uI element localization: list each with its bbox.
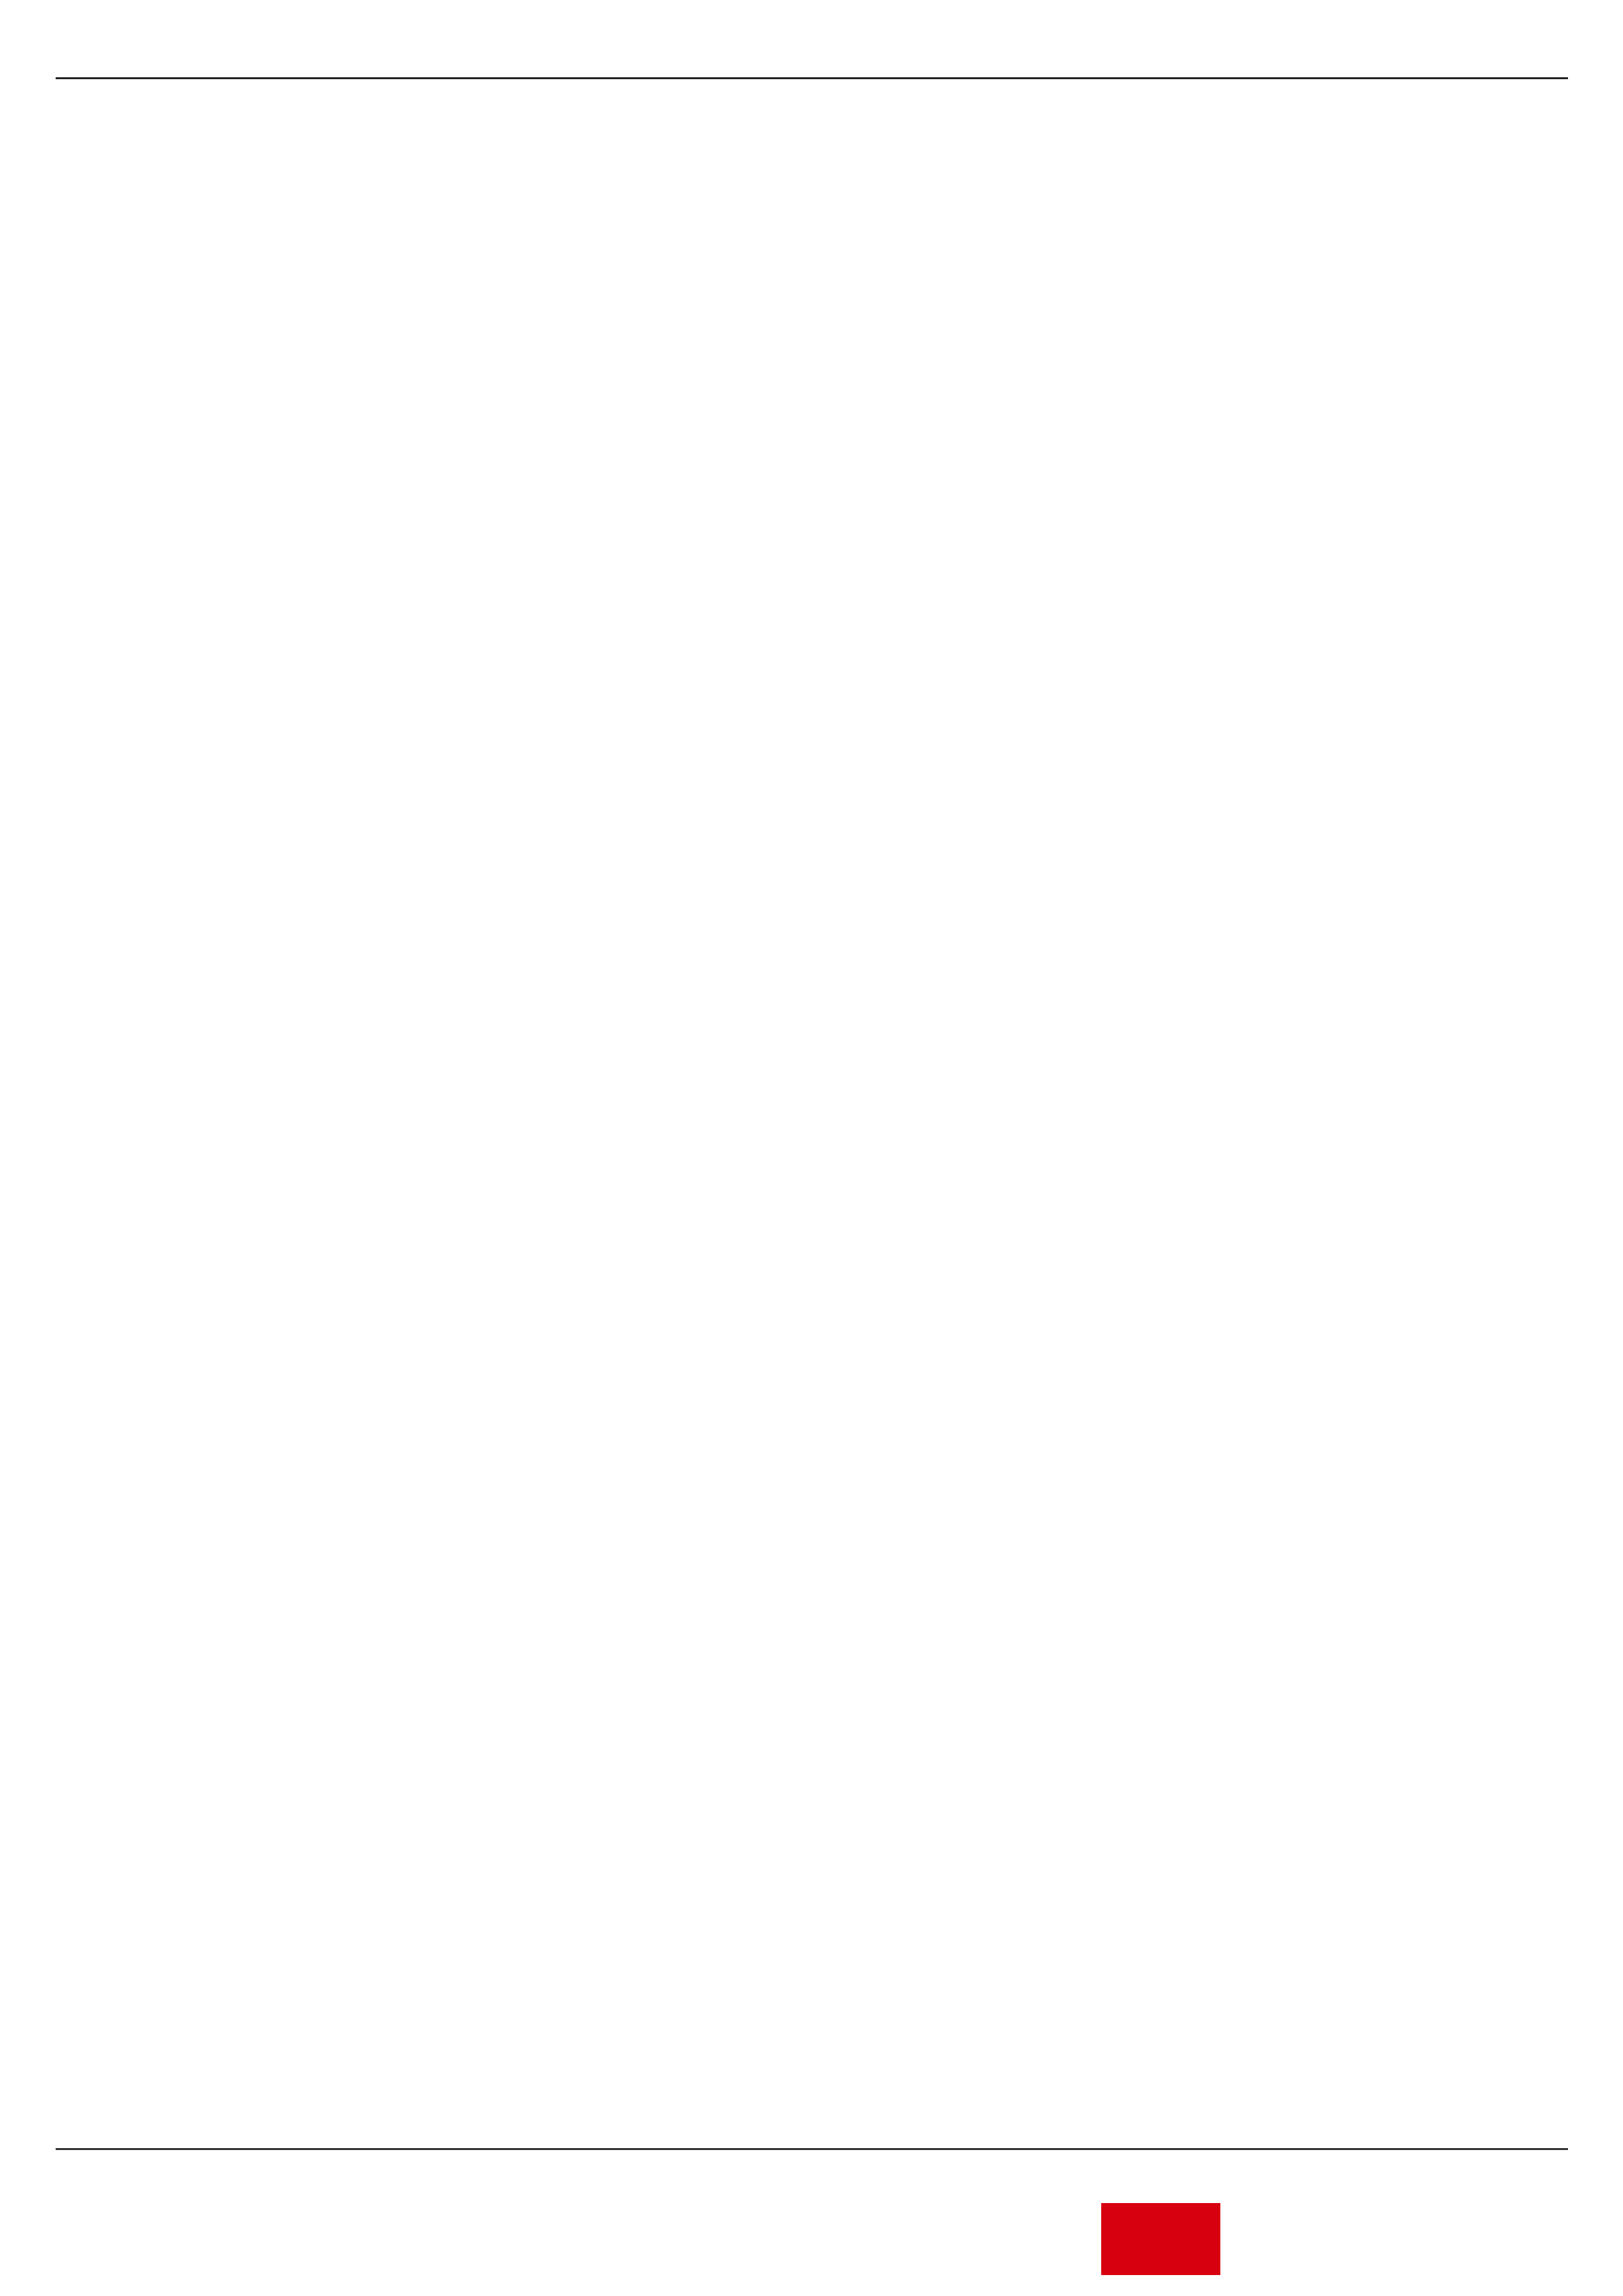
- rohm-logo: [1101, 2203, 1220, 2275]
- fig2-soa-chart: [910, 448, 1623, 1129]
- fig3-avalanche-derating-chart: [903, 1397, 1623, 2058]
- footer-rule: [56, 2148, 1568, 2150]
- section-heading: [56, 185, 58, 221]
- fig1-power-derating-chart: [85, 455, 845, 1136]
- header-rule: [56, 77, 1568, 79]
